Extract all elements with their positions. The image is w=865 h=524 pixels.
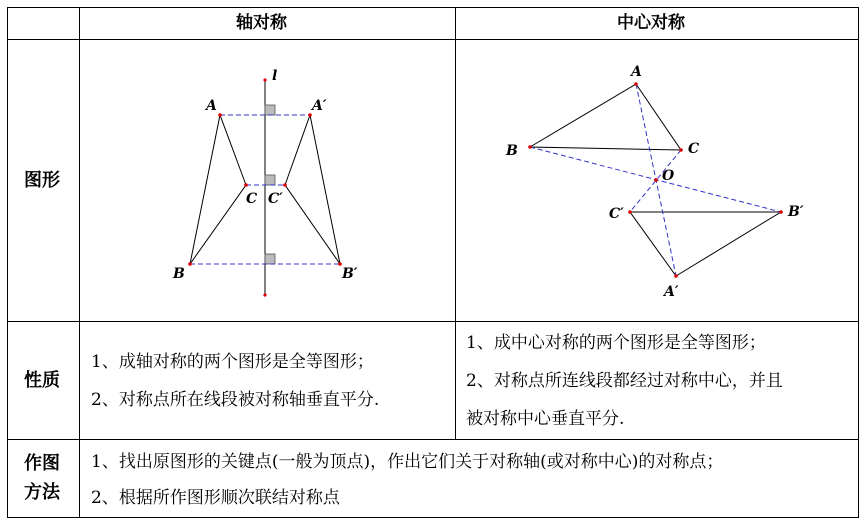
method-step-1: 1、找出原图形的关键点(一般为顶点)，作出它们关于对称轴(或对称中心)的对称点； <box>91 452 724 472</box>
row-label-method-line2: 方法 <box>24 482 60 503</box>
header-axial-symmetry: 轴对称 <box>236 13 287 33</box>
point-label-C: C <box>688 141 700 157</box>
point-label-A-prime: A′ <box>312 98 327 114</box>
central-property-3: 被对称中心垂直平分. <box>466 409 625 429</box>
axis-label-l: l <box>272 68 278 84</box>
row-label-method-line1: 作图 <box>24 453 60 474</box>
axial-property-2: 2、对称点所在线段被对称轴垂直平分. <box>91 390 380 410</box>
point-label-A: A <box>631 64 642 80</box>
point-label-B: B <box>506 143 518 159</box>
central-property-2: 2、对称点所连线段都经过对称中心，并且 <box>466 371 783 391</box>
central-property-1: 1、成中心对称的两个图形是全等图形； <box>466 333 766 353</box>
point-label-B-prime: B′ <box>342 266 358 282</box>
point-label-C-prime: C′ <box>268 191 283 207</box>
point-label-C: C <box>246 191 258 207</box>
row-label-property: 性质 <box>24 370 60 391</box>
header-central-symmetry: 中心对称 <box>617 13 685 33</box>
row-label-figure: 图形 <box>24 170 60 191</box>
point-label-B: B <box>173 266 185 282</box>
method-step-2: 2、根据所作图形顺次联结对称点 <box>91 488 340 508</box>
point-label-O: O <box>662 168 675 184</box>
axial-property-1: 1、成轴对称的两个图形是全等图形； <box>91 352 374 372</box>
point-label-B-prime: B′ <box>788 204 804 220</box>
point-label-C-prime: C′ <box>609 206 624 222</box>
point-label-A: A <box>206 98 217 114</box>
point-label-A-prime: A′ <box>664 284 679 300</box>
